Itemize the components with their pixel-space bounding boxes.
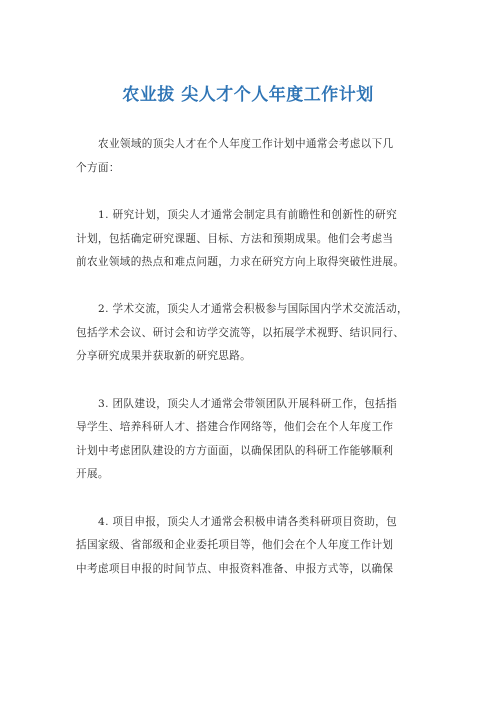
paragraph-line: 计划，包括确定研究课题、目标、方法和预期成果。他们会考虑当 — [76, 233, 394, 245]
paragraph-line: 括国家级、省部级和企业委托项目等，他们会在个人年度工作计划 — [76, 539, 394, 551]
document-title: 农业拔 尖人才个人年度工作计划 — [122, 85, 374, 105]
paragraph-line: 4. 项目申报，顶尖人才通常会积极申请各类科研项目资助，包 — [98, 516, 398, 528]
paragraph-line: 分享研究成果并获取新的研究思路。 — [76, 350, 252, 362]
paragraph-line: 个方面： — [76, 162, 120, 174]
paragraph-line: 1. 研究计划，顶尖人才通常会制定具有前瞻性和创新性的研究 — [98, 209, 398, 221]
paragraph-line: 导学生、培养科研人才、搭建合作网络等，他们会在个人年度工作 — [76, 421, 394, 433]
paragraph-line: 包括学术会议、研讨会和访学交流等，以拓展学术视野、结识同行、 — [76, 327, 405, 339]
paragraph-line: 2. 学术交流，顶尖人才通常会积极参与国际国内学术交流活动， — [98, 303, 409, 315]
paragraph-line: 农业领域的顶尖人才在个人年度工作计划中通常会考虑以下几 — [98, 138, 394, 150]
paragraph-line: 前农业领域的热点和难点问题，力求在研究方向上取得突破性进展。 — [76, 256, 405, 268]
paragraph-line: 开展。 — [76, 468, 109, 480]
paragraph-line: 3. 团队建设，顶尖人才通常会带领团队开展科研工作，包括指 — [98, 398, 398, 410]
paragraph-line: 计划中考虑团队建设的方方面面，以确保团队的科研工作能够顺利 — [76, 445, 394, 457]
paragraph-line: 中考虑项目申报的时间节点、申报资料准备、申报方式等，以确保 — [76, 563, 394, 575]
